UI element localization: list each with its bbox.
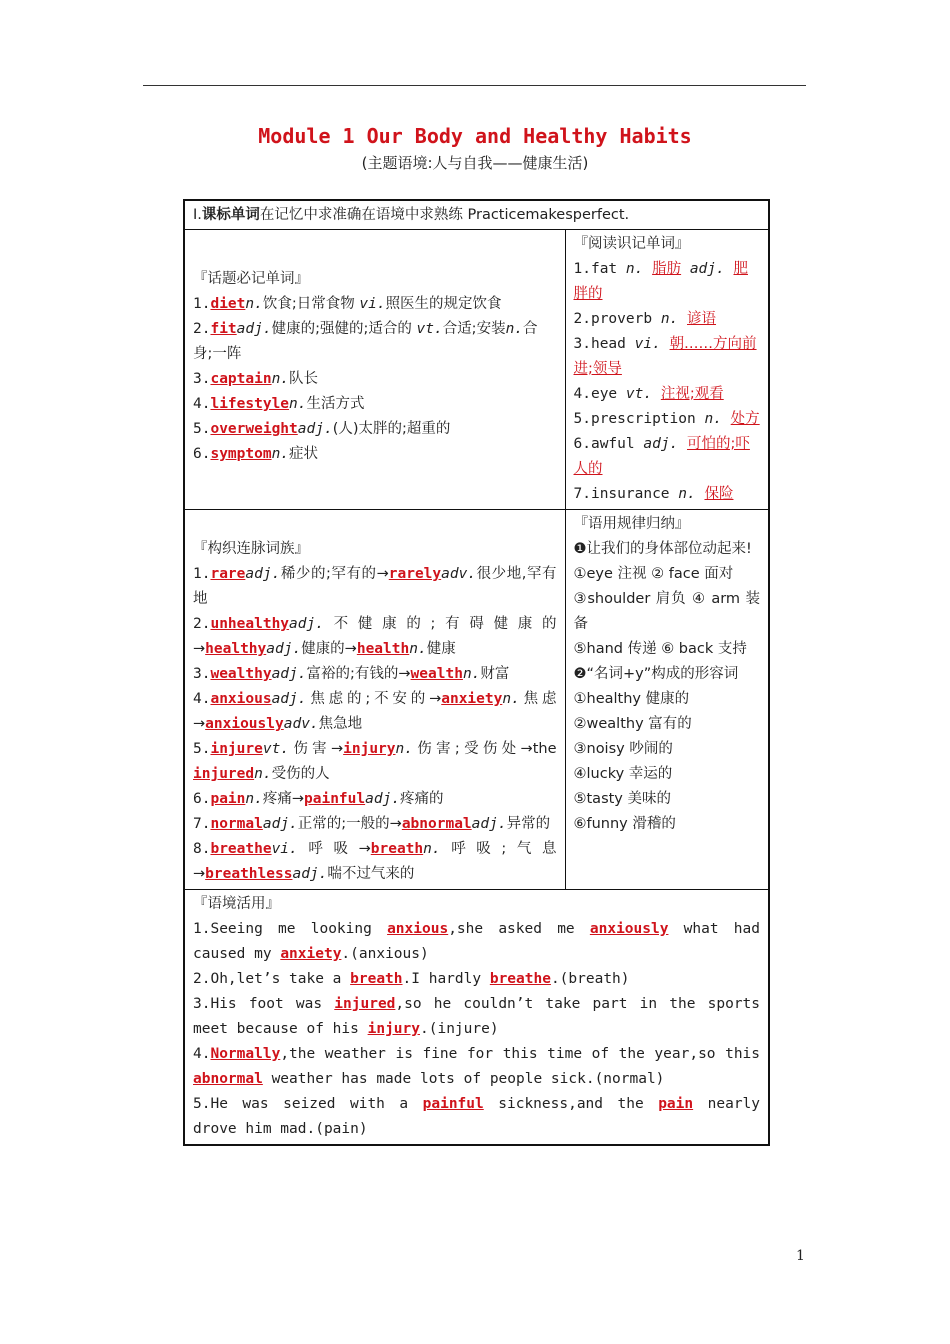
- headword: proverb: [590, 311, 661, 327]
- meaning: 受伤的人: [271, 766, 330, 782]
- page-subtitle: (主题语境:人与自我——健康生活): [361, 154, 589, 172]
- part-of-speech: n.: [245, 296, 263, 312]
- part-of-speech: n.: [289, 396, 307, 412]
- headword: insurance: [590, 486, 679, 502]
- answer-word: anxiety: [280, 946, 342, 962]
- answer-word: symptom: [210, 446, 272, 462]
- answer-word: anxiety: [441, 691, 503, 707]
- part-of-speech: n.: [625, 261, 644, 277]
- reading-words-list: [574, 257, 761, 507]
- meaning: 焦虑的;不安的→: [306, 691, 442, 707]
- answer-word: injury: [343, 741, 396, 757]
- part-of-speech: adj.: [365, 791, 401, 807]
- topic-word-item: [193, 442, 557, 467]
- topic-word-item: [193, 292, 557, 317]
- topic-words-list: [193, 292, 557, 467]
- usage-rules-cell: [565, 510, 769, 890]
- answer-meaning: 处方: [730, 411, 760, 427]
- meaning: 不健康的;有碍健康的→: [193, 616, 557, 657]
- part-of-speech: vt.: [625, 386, 653, 402]
- word-family-heading: 『构织连脉词族』: [193, 541, 309, 557]
- answer-word: injury: [367, 1021, 420, 1037]
- answer-meaning: 朝……方向前进;领导: [573, 336, 757, 377]
- context-use-heading: 『语境活用』: [193, 896, 280, 912]
- part-of-speech: n.: [704, 411, 722, 427]
- reading-word-item: [574, 382, 761, 407]
- part-of-speech: n.: [409, 641, 427, 657]
- part-of-speech: n.: [502, 691, 520, 707]
- meaning: 疼痛的: [400, 791, 444, 807]
- answer-word: wealthy: [210, 666, 272, 682]
- part-of-speech: vt.: [416, 321, 443, 337]
- part-of-speech: vt.: [262, 741, 290, 757]
- item-number: 6.: [193, 446, 211, 462]
- text: 1.Seeing me looking: [193, 921, 388, 937]
- meaning: 焦急地: [318, 716, 363, 732]
- header-rule: [143, 85, 806, 86]
- item-number: 3.: [193, 371, 211, 387]
- word-family-item: [193, 737, 557, 787]
- topic-word-item: [193, 367, 557, 392]
- item-number: 2.: [573, 311, 591, 327]
- item-number: 5.: [573, 411, 591, 427]
- meaning: 很少地,罕有地: [193, 566, 557, 607]
- reading-word-item: [574, 307, 761, 332]
- section-header-row: [184, 200, 769, 230]
- text: .I hardly: [402, 971, 490, 987]
- reading-words-cell: [565, 230, 769, 510]
- words-row: [184, 230, 769, 510]
- text: 8.: [193, 841, 211, 857]
- usage-item: ③noisy 吵闹的: [573, 741, 673, 757]
- part-of-speech: vi.: [359, 296, 386, 312]
- answer-meaning: 谚语: [687, 311, 717, 327]
- usage-item: ③shoulder 肩负: [573, 591, 687, 607]
- reading-word-item: [574, 257, 761, 307]
- meaning: 财富: [480, 666, 510, 682]
- usage-pair: [574, 587, 761, 637]
- usage-item: ②wealthy 富有的: [573, 716, 692, 732]
- part-of-speech: n.: [245, 791, 263, 807]
- answer-word: rare: [210, 566, 246, 582]
- usage-part1-title: ❶让我们的身体部位动起来!: [573, 541, 752, 557]
- word-family-item: [193, 812, 557, 837]
- usage-item: ⑤hand 传递: [573, 641, 657, 657]
- word-family-item: [193, 787, 557, 812]
- topic-word-item: [193, 392, 557, 417]
- reading-word-item: [574, 332, 761, 382]
- answer-word: painful: [422, 1096, 484, 1112]
- part-of-speech: adj.: [471, 816, 507, 832]
- meaning: 疼痛→: [262, 791, 305, 807]
- usage-item: ⑥ back 支持: [661, 641, 747, 657]
- meaning: 生活方式: [306, 396, 365, 412]
- meaning: 呼吸;气息→: [193, 841, 557, 882]
- word-family-item: [193, 662, 557, 687]
- part-of-speech: adj.: [271, 666, 307, 682]
- usage-item: ④ arm 装备: [573, 591, 761, 632]
- context-use-list: [193, 917, 760, 1142]
- context-sentence: [193, 917, 760, 967]
- meaning: 健康的→: [301, 641, 357, 657]
- headword: eye: [590, 386, 626, 402]
- text: nearly drove him mad.(pain): [193, 1096, 761, 1137]
- answer-meaning: 脂肪: [652, 261, 682, 277]
- reading-word-item: [574, 432, 761, 482]
- meaning: 异常的: [506, 816, 551, 832]
- part-of-speech: n.: [395, 741, 413, 757]
- part-of-speech: adj.: [271, 691, 307, 707]
- text: weather has made lots of people sick.(normal): [262, 1071, 665, 1087]
- part-of-speech: n.: [254, 766, 272, 782]
- part-of-speech: adj.: [297, 421, 333, 437]
- part-of-speech: adj.: [262, 816, 298, 832]
- headword: head: [590, 336, 635, 352]
- context-use-cell: [184, 890, 769, 1146]
- headword: prescription: [590, 411, 705, 427]
- text: 2.Oh,let’s take a: [193, 971, 351, 987]
- item-number: 7.: [573, 486, 591, 502]
- answer-word: lifestyle: [210, 396, 290, 412]
- topic-words-cell: [184, 230, 565, 510]
- text: .(breath): [550, 971, 630, 987]
- page-number: 1: [796, 1248, 805, 1264]
- answer-word: painful: [304, 791, 366, 807]
- answer-word: abnormal: [193, 1071, 263, 1087]
- text: 5.He was seized with a: [193, 1096, 423, 1112]
- topic-words-heading: 『话题必记单词』: [193, 271, 309, 287]
- part-of-speech: n.: [660, 311, 679, 327]
- answer-word: injured: [334, 996, 396, 1012]
- answer-meaning: 保险: [704, 486, 734, 502]
- answer-word: captain: [210, 371, 272, 387]
- usage-item: ④lucky 幸运的: [573, 766, 673, 782]
- usage-item: ①healthy 健康的: [573, 691, 690, 707]
- part-of-speech: adv.: [441, 566, 477, 582]
- text: 3.: [193, 666, 211, 682]
- answer-word: pain: [210, 791, 246, 807]
- usage-pair: [574, 637, 761, 662]
- answer-word: injure: [210, 741, 263, 757]
- reading-words-heading: 『阅读识记单词』: [573, 236, 690, 252]
- usage-item: ①eye 注视: [573, 566, 647, 582]
- meaning: 喘不过气来的: [327, 866, 415, 882]
- meaning: 伤害→: [289, 741, 344, 757]
- topic-word-item: [193, 317, 557, 367]
- answer-word: abnormal: [401, 816, 472, 832]
- usage-part2-list: [574, 687, 761, 837]
- part-of-speech: n.: [271, 446, 290, 462]
- answer-word: unhealthy: [210, 616, 290, 632]
- part-of-speech: n.: [423, 841, 441, 857]
- meaning: 焦虑→: [193, 691, 557, 732]
- meaning: 合适;安装: [442, 321, 506, 337]
- answer-word: breathe: [210, 841, 272, 857]
- text: 6.: [193, 791, 211, 807]
- word-family-item: [193, 687, 557, 737]
- answer-word: breathe: [489, 971, 551, 987]
- meaning: 队长: [289, 371, 319, 387]
- context-row: [184, 890, 769, 1146]
- part-of-speech: adj.: [266, 641, 302, 657]
- meaning: 健康: [426, 641, 456, 657]
- word-family-list: [193, 562, 557, 887]
- text: .(anxious): [341, 946, 429, 962]
- part-of-speech: n.: [505, 321, 524, 337]
- answer-word: injured: [193, 766, 255, 782]
- answer-word: health: [356, 641, 410, 657]
- word-family-cell: [184, 510, 565, 890]
- item-number: 3.: [573, 336, 591, 352]
- answer-word: rarely: [388, 566, 442, 582]
- text: 2.: [193, 616, 211, 632]
- part-of-speech: adj.: [236, 321, 272, 337]
- answer-word: anxious: [387, 921, 449, 937]
- headword: awful: [590, 436, 644, 452]
- meaning: 合身;一阵: [193, 321, 538, 362]
- meaning: 症状: [289, 446, 319, 462]
- answer-word: normal: [210, 816, 263, 832]
- word-family-item: [193, 612, 557, 662]
- usage-rules-heading: 『语用规律归纳』: [573, 516, 690, 532]
- answer-meaning: 可怕的;吓人的: [573, 436, 750, 477]
- item-number: 4.: [193, 396, 211, 412]
- item-number: 6.: [573, 436, 591, 452]
- context-sentence: [193, 992, 760, 1042]
- meaning: 稀少的;罕有的→: [280, 566, 389, 582]
- usage-item: ⑥funny 滑稽的: [573, 816, 676, 832]
- context-sentence: [193, 967, 760, 992]
- part-of-speech: adv.: [283, 716, 319, 732]
- part-of-speech: vi.: [634, 336, 661, 352]
- text: .(injure): [420, 1021, 499, 1037]
- topic-word-item: [193, 417, 557, 442]
- text: 4.: [193, 1046, 211, 1062]
- section-desc: 在记忆中求准确在语境中求熟练 Practicemakesperfect.: [259, 207, 630, 223]
- part-of-speech: n.: [271, 371, 290, 387]
- section-title: 课标单词: [201, 207, 260, 223]
- usage-part2-title: ❷“名词+y”构成的形容词: [573, 666, 739, 682]
- answer-word: healthy: [205, 641, 267, 657]
- text: 5.: [193, 741, 211, 757]
- text: 1.: [193, 566, 211, 582]
- item-number: 4.: [573, 386, 591, 402]
- answer-word: overweight: [210, 421, 298, 437]
- meaning: 饮食;日常食物: [262, 296, 360, 312]
- section-roman: Ⅰ.: [193, 207, 202, 223]
- item-number: 1.: [573, 261, 591, 277]
- part-of-speech: adj.: [643, 436, 679, 452]
- part-of-speech: adj.: [245, 566, 281, 582]
- answer-word: breathless: [205, 866, 293, 882]
- answer-word: anxiously: [589, 921, 669, 937]
- text: 4.: [193, 691, 211, 707]
- word-family-item: [193, 837, 557, 887]
- meaning: 健康的;强健的;适合的: [271, 321, 417, 337]
- usage-item: ⑤tasty 美味的: [573, 791, 671, 807]
- part-of-speech: n.: [462, 666, 481, 682]
- usage-part1-list: [574, 562, 761, 662]
- answer-word: breath: [350, 971, 403, 987]
- reading-word-item: [574, 407, 761, 432]
- answer-word: diet: [210, 296, 246, 312]
- context-sentence: [193, 1042, 760, 1092]
- answer-word: Normally: [210, 1046, 281, 1062]
- part-of-speech: adj.: [689, 261, 725, 277]
- meaning: 伤害;受伤处→the: [413, 741, 557, 757]
- answer-meaning: 注视;观看: [660, 386, 724, 402]
- text: ,she asked me: [448, 921, 590, 937]
- part-of-speech: n.: [678, 486, 696, 502]
- part-of-speech: vi.: [271, 841, 298, 857]
- vocab-table: [183, 199, 770, 1146]
- meaning: 呼吸→: [297, 841, 371, 857]
- meaning: 富裕的;有钱的→: [306, 666, 411, 682]
- meaning: 照医生的规定饮食: [385, 296, 502, 312]
- answer-word: breath: [370, 841, 424, 857]
- family-row: [184, 510, 769, 890]
- answer-meaning: 肥胖的: [573, 261, 748, 302]
- usage-item: ② face 面对: [651, 566, 734, 582]
- answer-word: pain: [658, 1096, 694, 1112]
- answer-word: fit: [210, 321, 237, 337]
- item-number: 2.: [193, 321, 211, 337]
- answer-word: anxious: [210, 691, 272, 707]
- text: 7.: [193, 816, 211, 832]
- context-sentence: [193, 1092, 760, 1142]
- word-family-item: [193, 562, 557, 612]
- item-number: 1.: [193, 296, 211, 312]
- text: 3.His foot was: [193, 996, 335, 1012]
- part-of-speech: adj.: [292, 866, 328, 882]
- headword: fat: [590, 261, 626, 277]
- reading-word-item: [574, 482, 761, 507]
- item-number: 5.: [193, 421, 211, 437]
- text: sickness,and the: [483, 1096, 659, 1112]
- answer-word: anxiously: [205, 716, 284, 732]
- text: ,so he couldn’t take part in the sports meet because of his: [193, 996, 761, 1037]
- page-title: Module 1 Our Body and Healthy Habits: [258, 124, 692, 148]
- text: ,the weather is fine for this time of the year,so this: [280, 1046, 761, 1062]
- meaning: (人)太胖的;超重的: [332, 421, 451, 437]
- part-of-speech: adj.: [289, 616, 324, 632]
- text: what had caused my: [193, 921, 761, 962]
- meaning: 正常的;一般的→: [297, 816, 402, 832]
- usage-pair: [574, 562, 761, 587]
- answer-word: wealth: [410, 666, 463, 682]
